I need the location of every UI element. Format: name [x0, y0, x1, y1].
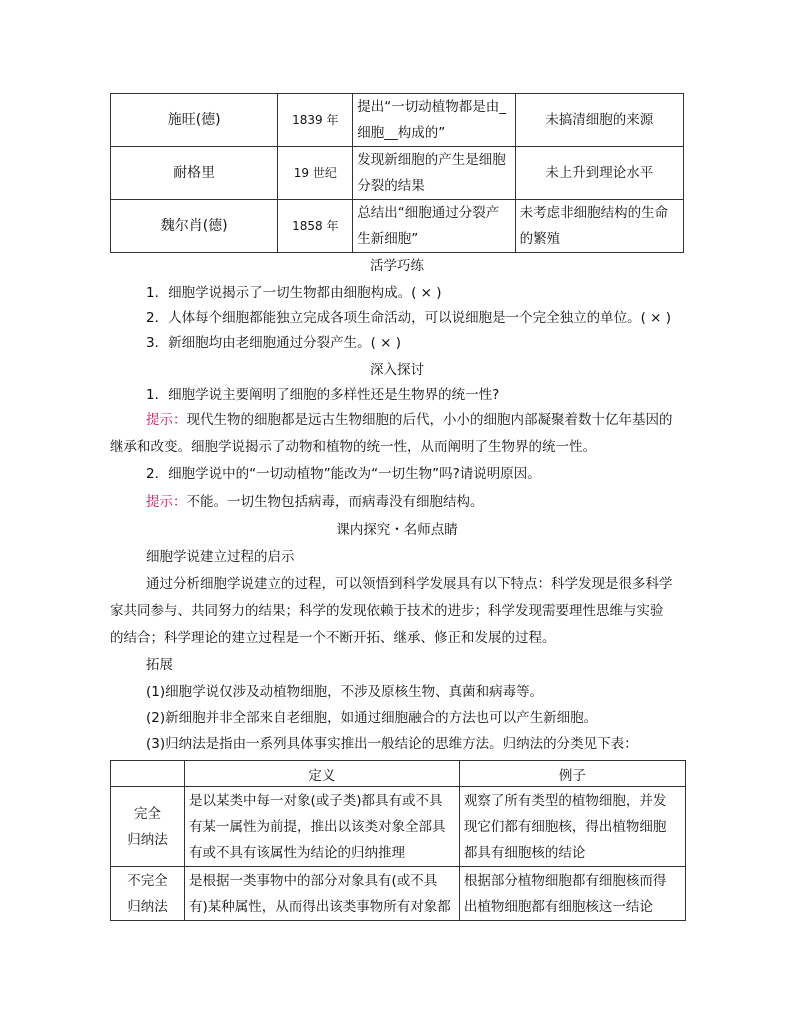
hint-label: 提示：	[146, 412, 187, 428]
answer-text: 现代生物的细胞都是远古生物细胞的后代，小小的细胞内部凝聚着数十亿年基因的	[186, 412, 673, 428]
year-cell: 1839 年	[278, 94, 353, 147]
example-line: 观察了所有类型的植物细胞，并发	[463, 793, 667, 809]
practice-item-3: 3．新细胞均由老细胞通过分裂产生。( × )	[146, 335, 402, 351]
explore-title: 深入探讨	[370, 362, 424, 378]
explore-answer-1-cont: 继承和改变。细胞学说揭示了动物和植物的统一性，从而阐明了生物界的统一性。	[110, 439, 596, 455]
extend-item-1: (1)细胞学说仅涉及动植物细胞，不涉及原核生物、真菌和病毒等。	[146, 684, 544, 700]
limitation-cell: 未考虑非细胞结构的生命的繁殖	[515, 200, 683, 253]
header-definition: 定义	[185, 761, 460, 787]
method-example	[459, 867, 685, 921]
table-row	[111, 94, 684, 147]
definition-line: 有某一属性为前提，推出以该类对象全部具	[189, 819, 446, 835]
type-line: 不完全	[127, 872, 168, 889]
contribution-cell: 提出“一切动植物都是由_细胞__构成的”	[353, 94, 515, 147]
table-row	[111, 867, 686, 921]
method-type	[111, 867, 185, 921]
practice-item-1: 1．细胞学说揭示了一切生物都由细胞构成。( × )	[146, 285, 442, 301]
definition-line: 有)某种属性，从而得出该类事物所有对象都	[189, 899, 451, 915]
definition-line: 有或不具有该属性为结论的归纳推理	[189, 845, 406, 861]
explore-answer-1	[146, 409, 673, 431]
explore-question-1: 1．细胞学说主要阐明了细胞的多样性还是生物界的统一性?	[146, 387, 500, 403]
definition-line: 是根据一类事物中的部分对象具有(或不具	[189, 873, 438, 889]
limitation-cell: 未上升到理论水平	[515, 147, 683, 200]
paragraph-line: 家共同参与、共同努力的结果；科学的发现依赖于技术的进步；科学发现需要理性思维与实验	[110, 603, 664, 619]
example-line: 根据部分植物细胞都有细胞核而得	[463, 873, 667, 889]
practice-item-2: 2．人体每个细胞都能独立完成各项生命活动，可以说细胞是一个完全独立的单位。( × )	[146, 310, 672, 326]
paragraph-line: 的结合；科学理论的建立过程是一个不断开拓、继承、修正和发展的过程。	[110, 630, 556, 646]
table-row	[111, 787, 686, 867]
extend-item-3: (3)归纳法是指由一系列具体事实推出一般结论的思维方法。归纳法的分类见下表：	[146, 736, 638, 752]
contribution-cell: 总结出“细胞通过分裂产生新细胞”	[353, 200, 515, 253]
extend-item-2: (2)新细胞并非全部来自老细胞，如通过细胞融合的方法也可以产生新细胞。	[146, 710, 598, 726]
method-definition	[185, 787, 460, 867]
year-cell: 19 世纪	[278, 147, 353, 200]
table-row	[111, 147, 684, 200]
method-definition	[185, 867, 460, 921]
extend-label: 拓展	[146, 657, 173, 673]
method-example	[459, 787, 685, 867]
type-line: 完全	[134, 805, 161, 822]
contribution-cell: 发现新细胞的产生是细胞分裂的结果	[353, 147, 515, 200]
definition-line: 是以某类中每一对象(或子类)都具有或不具	[189, 793, 443, 809]
type-line: 归纳法	[127, 898, 168, 915]
header-example: 例子	[459, 761, 685, 787]
scientist-name: 魏尔肖(德)	[111, 200, 278, 253]
paragraph-line: 通过分析细胞学说建立的过程，可以领悟到科学发展具有以下特点：科学发现是很多科学	[146, 576, 673, 592]
scientist-table	[110, 93, 684, 253]
header-blank	[111, 761, 185, 787]
hint-label: 提示：	[146, 494, 187, 510]
year-cell: 1858 年	[278, 200, 353, 253]
scientist-name: 施旺(德)	[111, 94, 278, 147]
explore-answer-2	[146, 491, 484, 513]
example-line: 都具有细胞核的结论	[463, 845, 586, 861]
section-title: 课内探究・名师点睛	[336, 522, 458, 538]
practice-title: 活学巧练	[370, 258, 424, 274]
method-type	[111, 787, 185, 867]
scientist-name: 耐格里	[111, 147, 278, 200]
section-subtitle: 细胞学说建立过程的启示	[146, 549, 295, 565]
type-line: 归纳法	[127, 831, 168, 848]
limitation-cell: 未搞清细胞的来源	[515, 94, 683, 147]
table-row	[111, 200, 684, 253]
induction-method-table	[110, 760, 686, 921]
answer-text: 不能。一切生物包括病毒，而病毒没有细胞结构。	[186, 494, 484, 510]
example-line: 现它们都有细胞核，得出植物细胞	[463, 819, 667, 835]
explore-question-2: 2．细胞学说中的“一切动植物”能改为“一切生物”吗?请说明原因。	[146, 466, 541, 482]
example-line: 出植物细胞都有细胞核这一结论	[463, 899, 653, 915]
table-header-row	[111, 761, 686, 787]
